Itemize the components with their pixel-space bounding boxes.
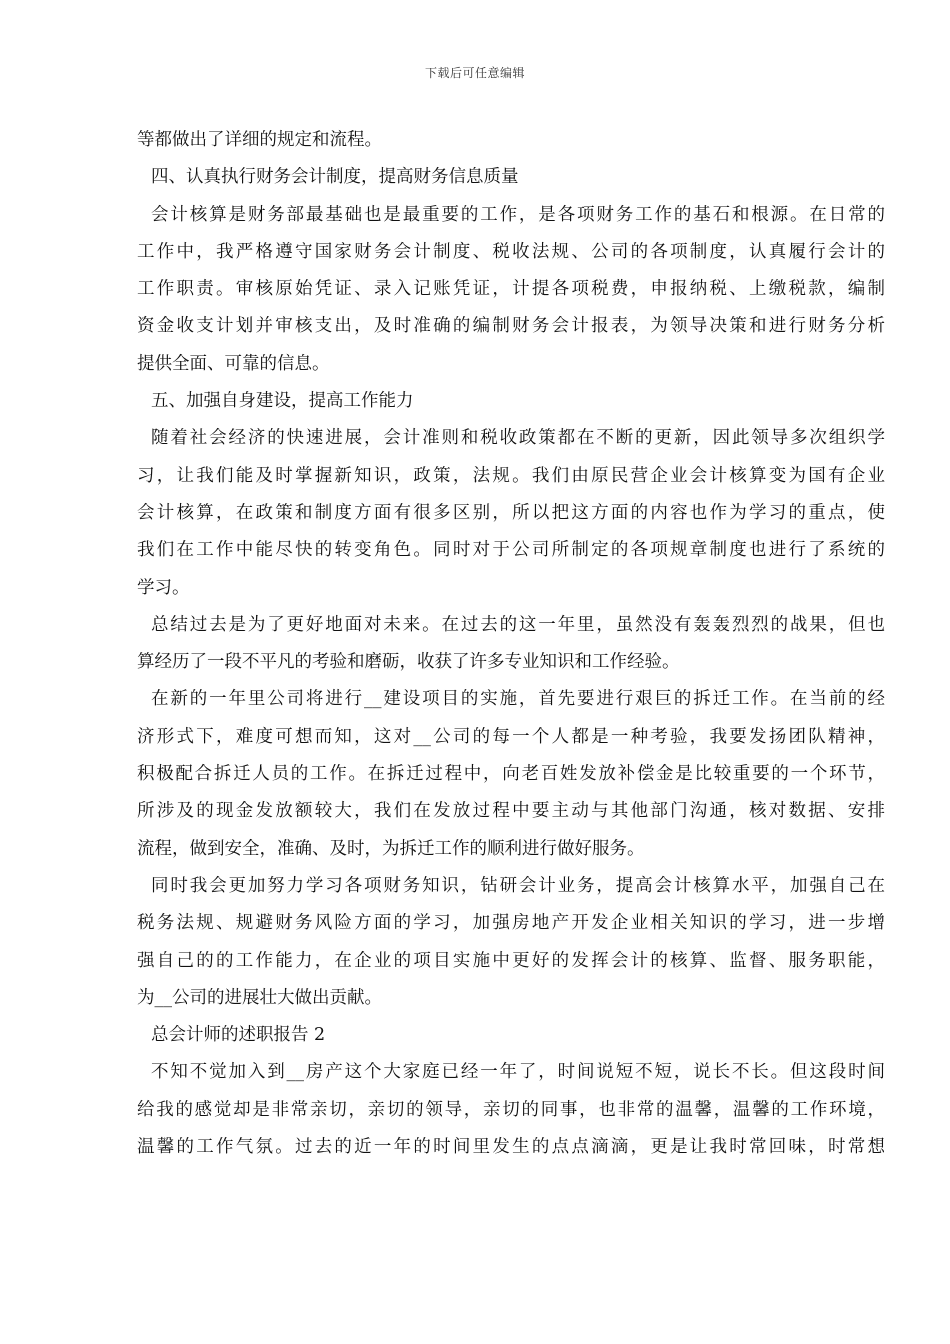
document-body xyxy=(137,122,885,1166)
text-line: 习，让我们能及时掌握新知识，政策，法规。我们由原民营企业会计核算变为国有企业 xyxy=(137,465,885,486)
text-line: 学习。 xyxy=(137,577,190,598)
section-heading: 五、加强自身建设，提高工作能力 xyxy=(151,391,414,412)
text-line: 资金收支计划并审核支出，及时准确的编制财务会计报表，为领导决策和进行财务分析 xyxy=(137,316,885,337)
section-heading: 总会计师的述职报告 2 xyxy=(151,1025,326,1046)
text-line: 强自己的的工作能力，在企业的项目实施中更好的发挥会计的核算、监督、服务职能， xyxy=(137,950,885,971)
text-line: 随着社会经济的快速进展，会计准则和税收政策都在不断的更新，因此领导多次组织学 xyxy=(151,428,885,449)
text-line: 等都做出了详细的规定和流程。 xyxy=(137,130,382,150)
text-line: 我们在工作中能尽快的转变角色。同时对于公司所制定的各项规章制度也进行了系统的 xyxy=(137,540,885,561)
text-line: 会计核算，在政策和制度方面有很多区别，所以把这方面的内容也作为学习的重点，使 xyxy=(137,502,885,523)
text-line: 不知不觉加入到__房产这个大家庭已经一年了，时间说短不短，说长不长。但这段时间 xyxy=(151,1062,885,1083)
text-line: 积极配合拆迁人员的工作。在拆迁过程中，向老百姓发放补偿金是比较重要的一个环节， xyxy=(137,764,885,785)
text-line: 为__公司的进展壮大做出贡献。 xyxy=(137,987,382,1008)
text-line: 税务法规、规避财务风险方面的学习，加强房地产开发企业相关知识的学习，进一步增 xyxy=(137,913,885,934)
text-line: 济形式下，难度可想而知，这对__公司的每一个人都是一种考验，我要发扬团队精神， xyxy=(137,726,885,747)
text-line: 工作中，我严格遵守国家财务会计制度、税收法规、公司的各项制度，认真履行会计的 xyxy=(137,241,885,262)
text-line: 在新的一年里公司将进行__建设项目的实施，首先要进行艰巨的拆迁工作。在当前的经 xyxy=(151,689,885,710)
page-header-note: 下载后可任意编辑 xyxy=(424,66,525,80)
text-line: 流程，做到安全，准确、及时，为拆迁工作的顺利进行做好服务。 xyxy=(137,838,645,859)
text-line: 所涉及的现金发放额较大，我们在发放过程中要主动与其他部门沟通，核对数据、安排 xyxy=(137,801,885,822)
text-line: 给我的感觉却是非常亲切，亲切的领导，亲切的同事，也非常的温馨，温馨的工作环境， xyxy=(137,1099,885,1120)
text-line: 工作职责。审核原始凭证、录入记账凭证，计提各项税费，申报纳税、上缴税款，编制 xyxy=(137,279,885,300)
text-line: 提供全面、可靠的信息。 xyxy=(137,353,330,374)
section-heading: 四、认真执行财务会计制度，提高财务信息质量 xyxy=(151,167,519,188)
text-line: 算经历了一段不平凡的考验和磨砺，收获了许多专业知识和工作经验。 xyxy=(137,652,680,673)
text-line: 总结过去是为了更好地面对未来。在过去的这一年里，虽然没有轰轰烈烈的战果，但也 xyxy=(151,614,885,635)
text-line: 温馨的工作气氛。过去的近一年的时间里发生的点点滴滴，更是让我时常回味，时常想 xyxy=(137,1137,885,1158)
text-line: 同时我会更加努力学习各项财务知识，钻研会计业务，提高会计核算水平，加强自己在 xyxy=(151,875,885,896)
text-line: 会计核算是财务部最基础也是最重要的工作，是各项财务工作的基石和根源。在日常的 xyxy=(151,204,885,225)
